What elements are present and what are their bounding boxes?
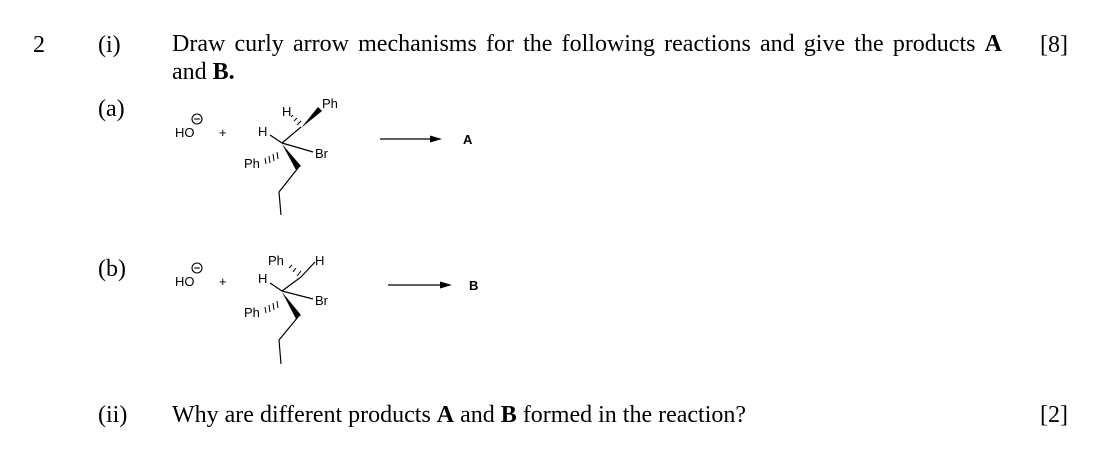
reaction-arrow-b (388, 282, 452, 289)
hash-bond-icon (291, 115, 301, 125)
reaction-a-ph-left: Ph (244, 156, 260, 171)
reaction-b-h-left: H (258, 271, 268, 286)
reaction-b-h-top: H (315, 253, 325, 268)
part-ii-product-a: A (436, 402, 455, 428)
part-ii-marks: [2] (1040, 402, 1068, 428)
part-ii-text-2: formed in the reaction? (516, 402, 747, 428)
reaction-a-plus: + (219, 125, 227, 140)
hash-bond-icon (265, 152, 278, 164)
wedge-bond-icon (282, 292, 301, 319)
part-ii-text-1: Why are different products (172, 402, 437, 428)
part-i-text-main: Draw curly arrow mechanisms for the following reactions and give the products (172, 31, 985, 57)
product-a-label: A (463, 132, 473, 147)
product-b-label: B (469, 278, 479, 293)
negative-charge-icon (192, 263, 202, 273)
wedge-bond-icon (301, 107, 322, 128)
reaction-b-ph-left: Ph (244, 305, 260, 320)
reaction-a-label: (a) (98, 96, 125, 122)
part-i-label: (i) (98, 32, 121, 58)
question-number: 2 (33, 32, 45, 58)
reaction-b-plus: + (219, 274, 227, 289)
structure-a (192, 107, 442, 215)
reaction-a-br: Br (315, 146, 328, 161)
reaction-b-br: Br (315, 293, 328, 308)
hash-bond-icon (265, 301, 278, 313)
reaction-b-label: (b) (98, 256, 126, 282)
part-i-product-b: B. (212, 59, 235, 85)
part-ii-text-and: and (454, 402, 501, 428)
structure-b (192, 262, 452, 364)
reaction-b-ph-top: Ph (268, 253, 284, 268)
reaction-a-nucleophile: HO (175, 125, 195, 140)
part-i-text-and: and (172, 59, 213, 85)
reaction-a-h-left: H (258, 124, 268, 139)
part-ii-product-b: B (500, 402, 517, 428)
part-i-marks: [8] (1040, 32, 1068, 58)
negative-charge-icon (192, 114, 202, 124)
reaction-b-nucleophile: HO (175, 274, 195, 289)
reaction-a-h-top: H (282, 104, 292, 119)
part-i-product-a: A (984, 31, 1002, 57)
reaction-arrow-a (380, 136, 442, 143)
part-ii-label: (ii) (98, 402, 128, 428)
reaction-a-ph-top: Ph (322, 96, 338, 111)
hash-bond-icon (289, 265, 301, 276)
